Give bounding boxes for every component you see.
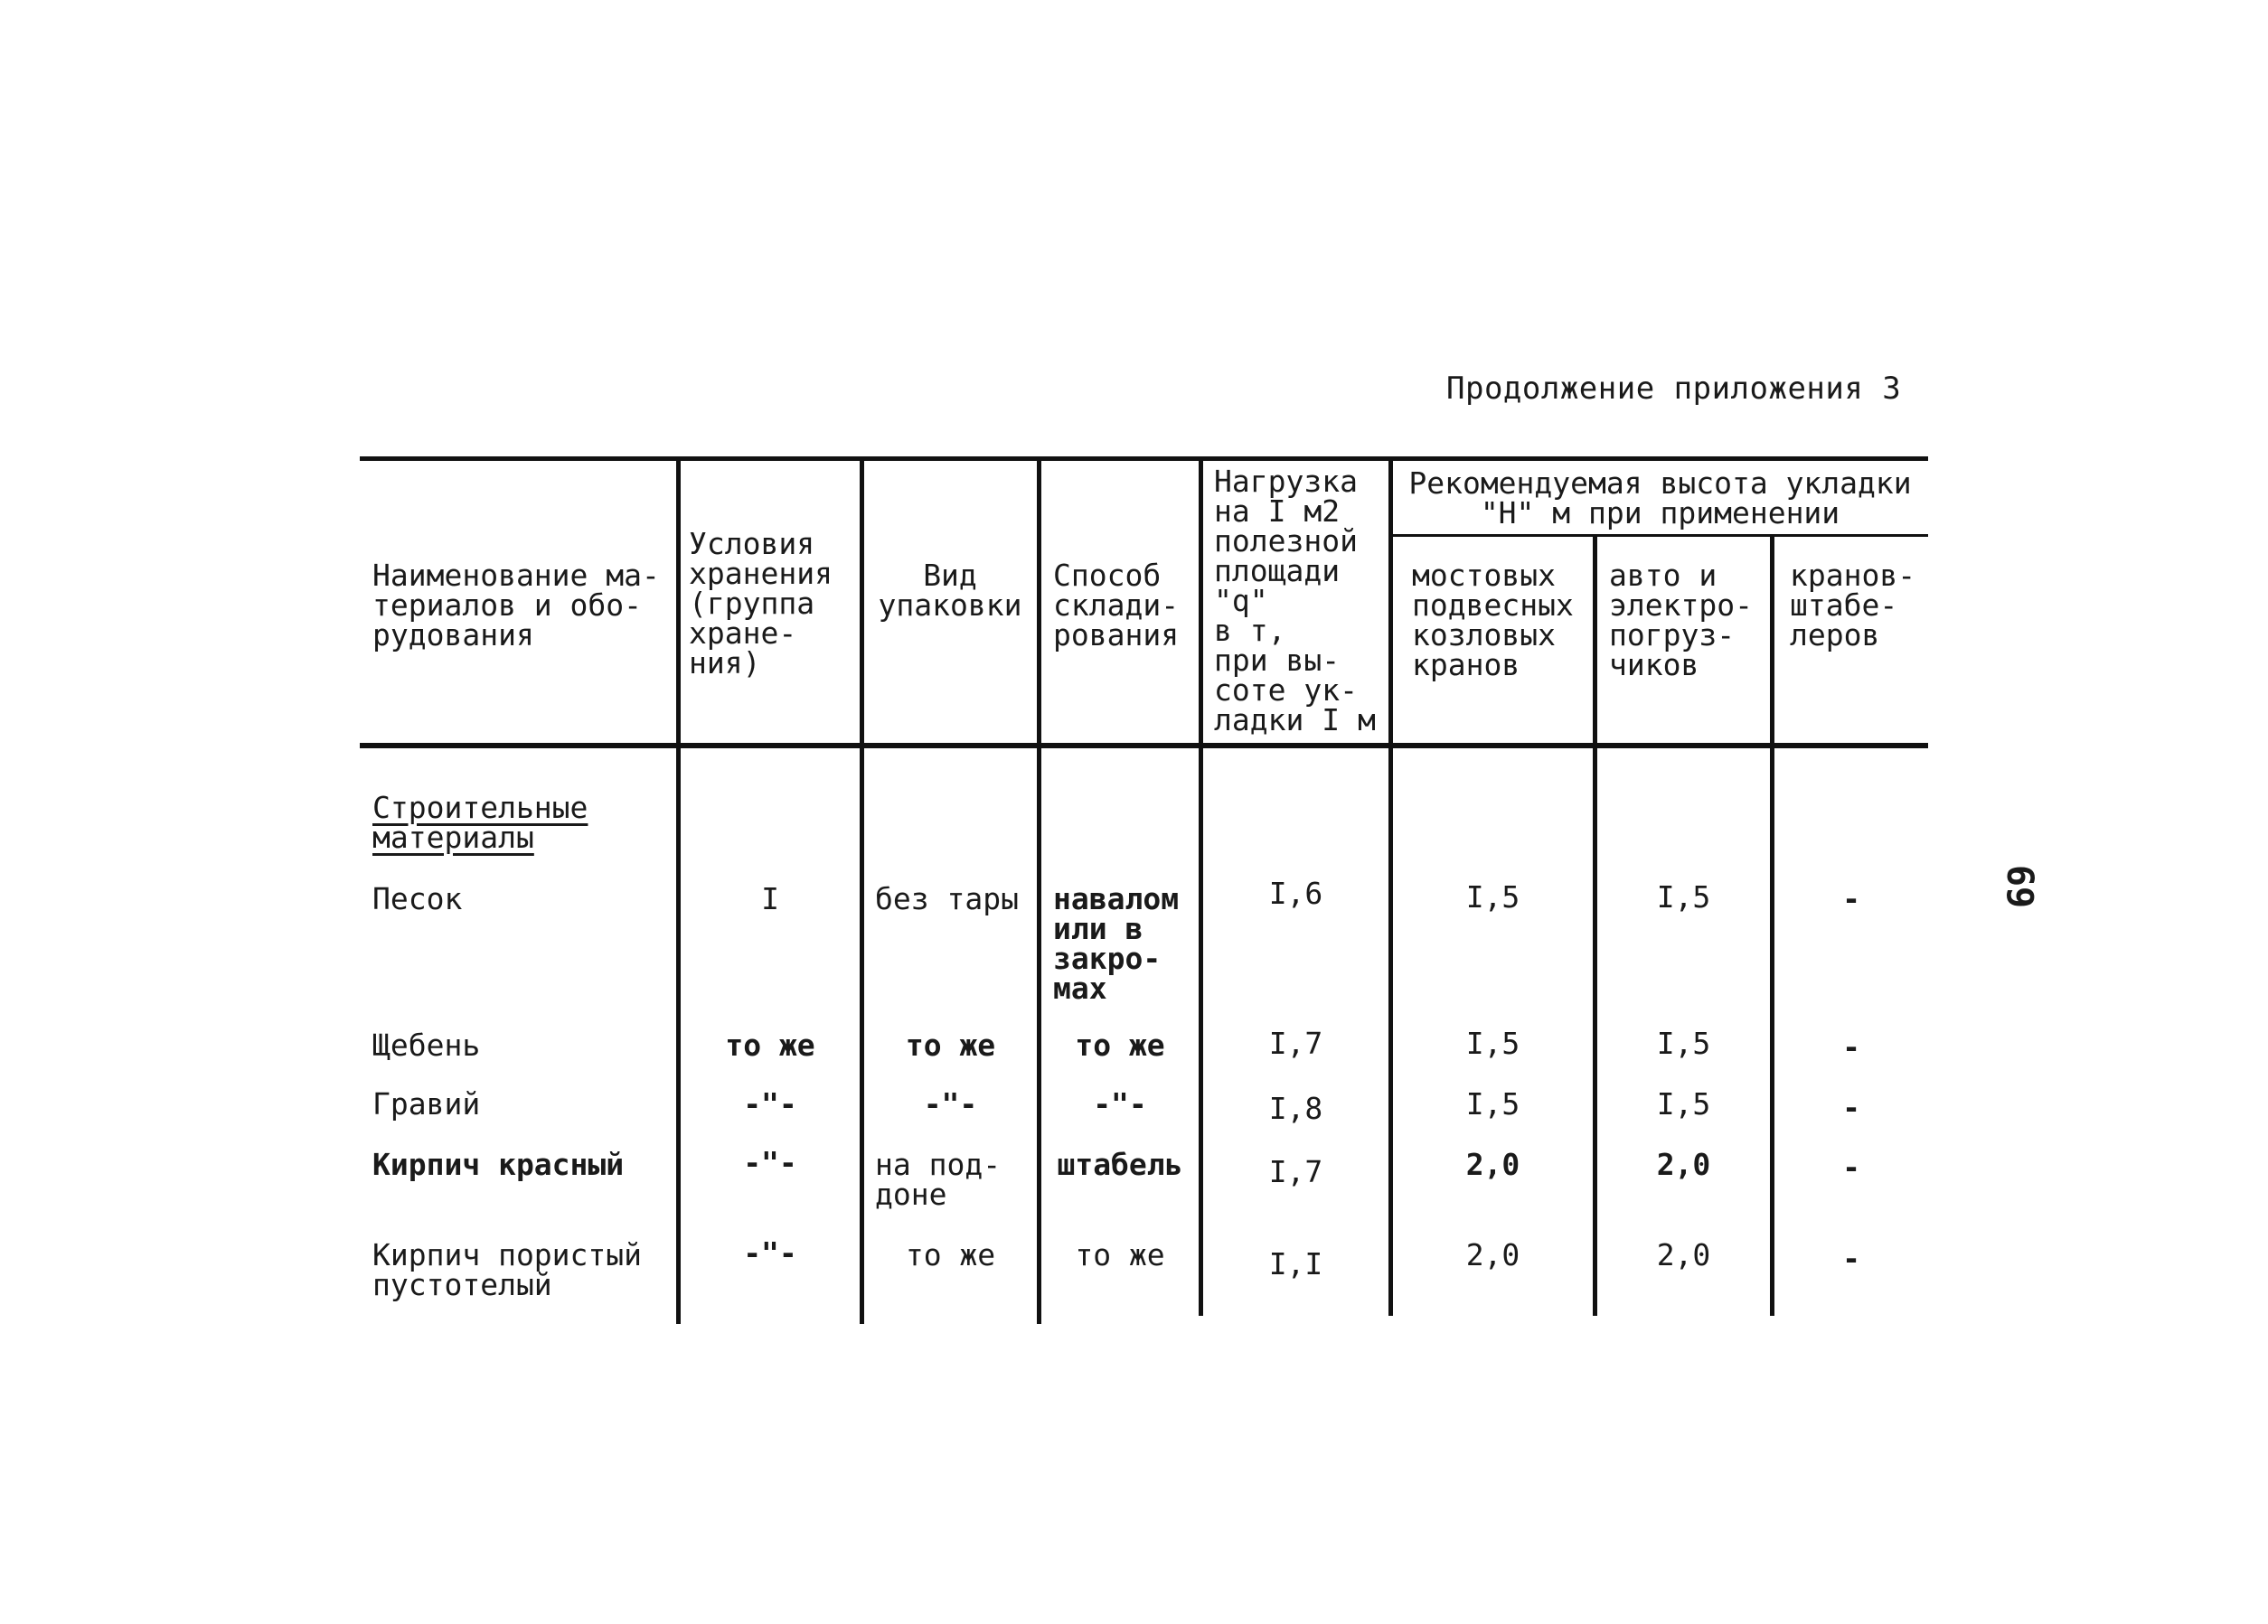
table-row-packing: то же: [905, 1028, 996, 1063]
header-height-bridge-cranes: мостовых подвесных козловых кранов: [1412, 558, 1574, 682]
table-row-h2: I,5: [1656, 1026, 1711, 1061]
col-divider-7: [1770, 536, 1774, 1316]
table-row-storage: I: [761, 881, 779, 916]
table-caption: Продолжение приложения 3: [1446, 371, 1902, 407]
header-method: Способ склади- рования: [1053, 558, 1180, 652]
table-row-packing: на под- доне: [875, 1147, 1002, 1212]
col-divider-6: [1593, 536, 1597, 1316]
table-row-h1: I,5: [1465, 1026, 1520, 1061]
table-row-name: Кирпич красный: [372, 1147, 625, 1182]
table-row-load: I,7: [1268, 1154, 1323, 1189]
header-height-loaders: авто и электро- погруз- чиков: [1609, 558, 1753, 682]
table-top-rule: [360, 456, 1928, 461]
table-row-storage: -"-: [743, 1145, 797, 1180]
table-row-load: I,I: [1268, 1246, 1323, 1281]
table-row-load: I,6: [1268, 876, 1323, 911]
header-load: Нагрузка на I м2 полезной площади "q" в т, при вы- соте ук- ладки I м: [1214, 464, 1376, 737]
table-row-h1: 2,0: [1465, 1147, 1520, 1182]
header-bottom-rule: [360, 743, 1928, 748]
header-packing: Вид упаковки: [878, 558, 1022, 623]
height-group-rule: [1390, 534, 1928, 537]
table-row-h2: 2,0: [1656, 1237, 1711, 1272]
table-row-name: Кирпич пористый пустотелый: [372, 1237, 643, 1302]
table-row-storage: -"-: [743, 1086, 797, 1122]
table-row-packing: то же: [905, 1237, 996, 1272]
table-row-method: то же: [1075, 1028, 1165, 1063]
table-row-packing: -"-: [923, 1086, 978, 1122]
header-height-stackers: кранов- штабе- леров: [1790, 558, 1916, 652]
table-row-name: Гравий: [372, 1086, 481, 1122]
table-row-h2: 2,0: [1656, 1147, 1711, 1182]
table-row-storage: то же: [725, 1028, 815, 1063]
header-height-group: Рекомендуемая высота укладки "Н" м при применении: [1408, 465, 1912, 530]
table-row-method: то же: [1075, 1237, 1165, 1272]
table-row-h2: I,5: [1656, 1086, 1711, 1122]
table-row-storage: -"-: [743, 1235, 797, 1271]
table-row-packing: без тары: [875, 881, 1019, 916]
table-row-h3: -: [1842, 1241, 1860, 1276]
table-row-h2: I,5: [1656, 879, 1711, 915]
table-row-h1: I,5: [1465, 879, 1520, 915]
header-storage: Условия хранения (группа хране- ния): [689, 526, 833, 681]
table-row-h1: 2,0: [1465, 1237, 1520, 1272]
table-row-h3: -: [1842, 1090, 1860, 1125]
table-row-load: I,7: [1268, 1026, 1323, 1061]
table-row-h3: -: [1842, 1029, 1860, 1065]
table-row-h3: -: [1842, 1150, 1860, 1185]
table-row-method: -"-: [1093, 1086, 1147, 1122]
table-row-name: Песок: [372, 881, 463, 916]
section-heading: Строительные материалы: [372, 790, 588, 855]
table-row-load: I,8: [1268, 1091, 1323, 1126]
table-row-name: Щебень: [372, 1028, 481, 1063]
table-row-h1: I,5: [1465, 1086, 1520, 1122]
table-row-method: навалом или в закро- мах: [1053, 881, 1180, 1006]
table-row-method: штабель: [1057, 1147, 1183, 1182]
table-row-h3: -: [1842, 881, 1860, 916]
header-name: Наименование ма- териалов и обо- рудования: [372, 558, 660, 652]
page-number: 69: [1999, 864, 2041, 909]
